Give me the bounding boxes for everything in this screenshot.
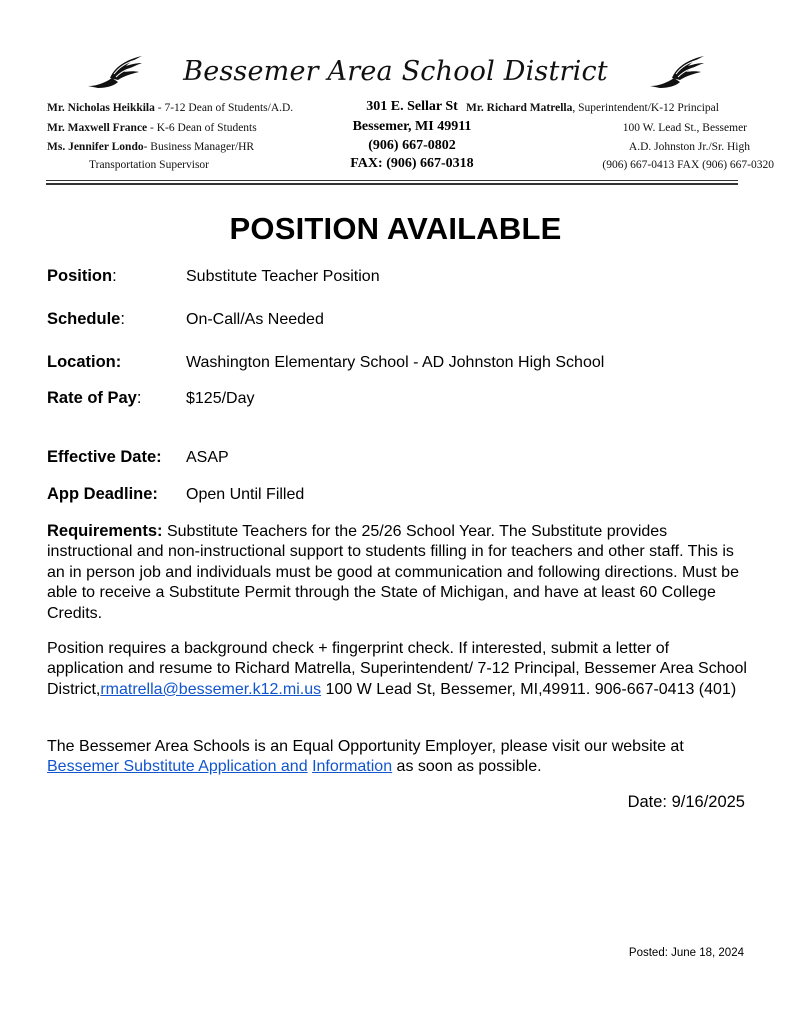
application-paragraph: Position requires a background check + fingerprint check. If interested, submit a letter of application and resume to Richard Matrella, Superintendent/ 7-12 Principal, Bessemer Area School District,rmatrella@bessemer.k12.mi.us 100 W Lead St, Bessemer, MI,49911. 906-667-0413 (401) (47, 640, 747, 698)
deadline-value: Open Until Filled (186, 486, 305, 503)
posted-date: Posted: June 18, 2024 (628, 947, 744, 959)
effective-date-label: Effective Date: (47, 448, 162, 466)
location-value: Washington Elementary School - AD Johnston High School (186, 354, 605, 371)
position-value: Substitute Teacher Position (186, 268, 380, 285)
schedule-value: On-Call/As Needed (186, 311, 324, 328)
district-name: Bessemer Area School District (183, 56, 608, 87)
effective-date-value: ASAP (186, 449, 229, 466)
requirements-paragraph: Requirements: Substitute Teachers for the 25/26 School Year. The Substitute provides instructional and non-instructional support to students filling in for teachers and other staff. This is an in person job and individuals must be good at communication and following directions. Must be able to receive a Substitute Permit through the State of Michigan, and have at least 60 College Credits. (47, 522, 739, 622)
equal-opportunity-paragraph: The Bessemer Area Schools is an Equal Opportunity Employer, please visit our website at Bessemer Substitute Application and Information as soon as possible. (47, 738, 684, 776)
position-label: Position: (47, 267, 117, 285)
school-name: A.D. Johnston Jr./Sr. High (628, 141, 750, 153)
schedule-label: Schedule: (47, 310, 125, 328)
staff-line: Mr. Nicholas Heikkila - 7-12 Dean of Students/A.D. (47, 102, 294, 114)
rate-label: Rate of Pay: (47, 389, 142, 407)
rate-value: $125/Day (186, 390, 255, 407)
school-address: 100 W. Lead St., Bessemer (622, 122, 747, 134)
school-phone-fax: (906) 667-0413 FAX (906) 667-0320 (602, 159, 774, 171)
substitute-application-link[interactable]: Bessemer Substitute Application and (47, 758, 308, 776)
letterhead-divider (46, 184, 738, 185)
deadline-label: App Deadline: (47, 485, 158, 503)
staff-line: Mr. Richard Matrella, Superintendent/K-12 Principal (466, 102, 719, 114)
location-label: Location: (47, 353, 122, 371)
staff-line: Ms. Jennifer Londo- Business Manager/HR (47, 141, 255, 153)
district-phone: (906) 667-0802 (368, 138, 456, 153)
page-title: POSITION AVAILABLE (229, 211, 562, 246)
staff-line: Transportation Supervisor (89, 159, 210, 171)
district-street: 301 E. Sellar St (366, 99, 458, 114)
staff-line: Mr. Maxwell France - K-6 Dean of Students (47, 122, 257, 134)
posting-date: Date: 9/16/2025 (627, 793, 745, 811)
email-link[interactable]: rmatrella@bessemer.k12.mi.us (100, 680, 322, 698)
district-city: Bessemer, MI 49911 (352, 119, 472, 134)
information-link[interactable]: Information (312, 758, 393, 776)
district-fax: FAX: (906) 667-0318 (350, 156, 474, 171)
